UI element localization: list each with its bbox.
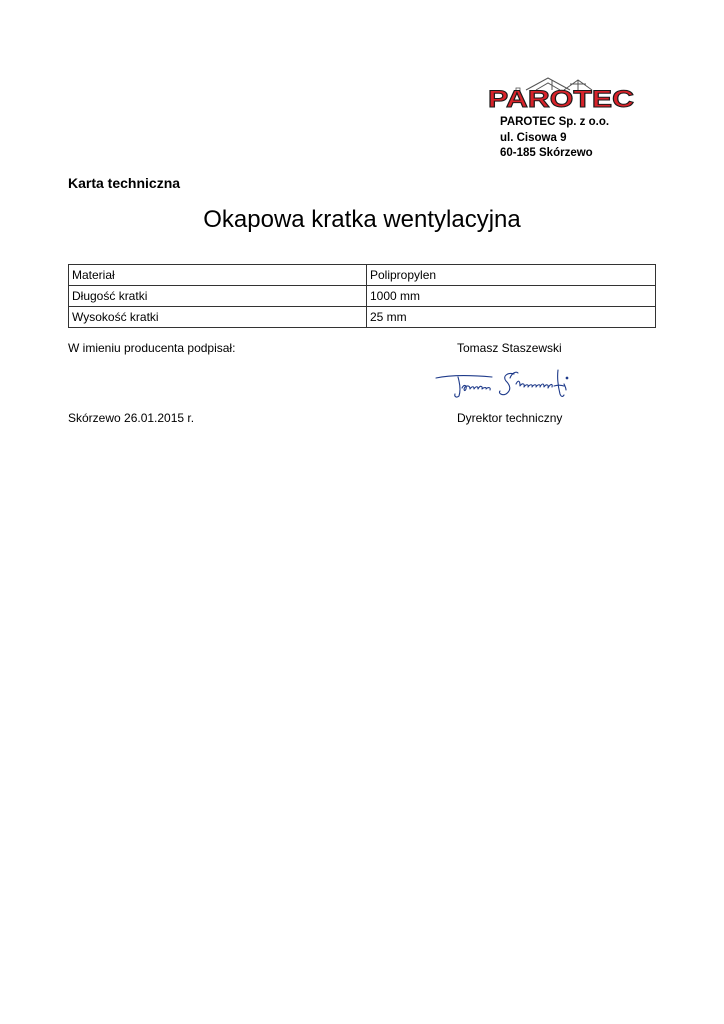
spec-label: Wysokość kratki bbox=[69, 307, 367, 328]
document-title: Okapowa kratka wentylacyjna bbox=[203, 206, 521, 233]
logo-wordmark: PAROTEC bbox=[488, 86, 634, 113]
signer-name: Tomasz Staszewski bbox=[457, 341, 562, 355]
signer-role: Dyrektor techniczny bbox=[457, 411, 563, 425]
spec-label: Materiał bbox=[69, 265, 367, 286]
spec-value: 1000 mm bbox=[367, 286, 656, 307]
table-row bbox=[69, 307, 656, 328]
spec-label: Długość kratki bbox=[69, 286, 367, 307]
signed-label: W imieniu producenta podpisał: bbox=[68, 341, 236, 355]
table-row bbox=[69, 286, 656, 307]
company-logo bbox=[486, 74, 642, 114]
place-and-date: Skórzewo 26.01.2015 r. bbox=[68, 411, 195, 425]
company-address bbox=[500, 115, 609, 162]
document-type: Karta techniczna bbox=[68, 175, 181, 191]
spec-value: Polipropylen bbox=[367, 265, 656, 286]
spec-table bbox=[68, 264, 656, 328]
table-row bbox=[69, 265, 656, 286]
company-street: ul. Cisowa 9 bbox=[500, 131, 567, 144]
spec-value: 25 mm bbox=[367, 307, 656, 328]
company-city: 60-185 Skórzewo bbox=[500, 147, 593, 159]
handwritten-signature bbox=[430, 364, 580, 404]
company-name: PAROTEC Sp. z o.o. bbox=[500, 116, 610, 128]
